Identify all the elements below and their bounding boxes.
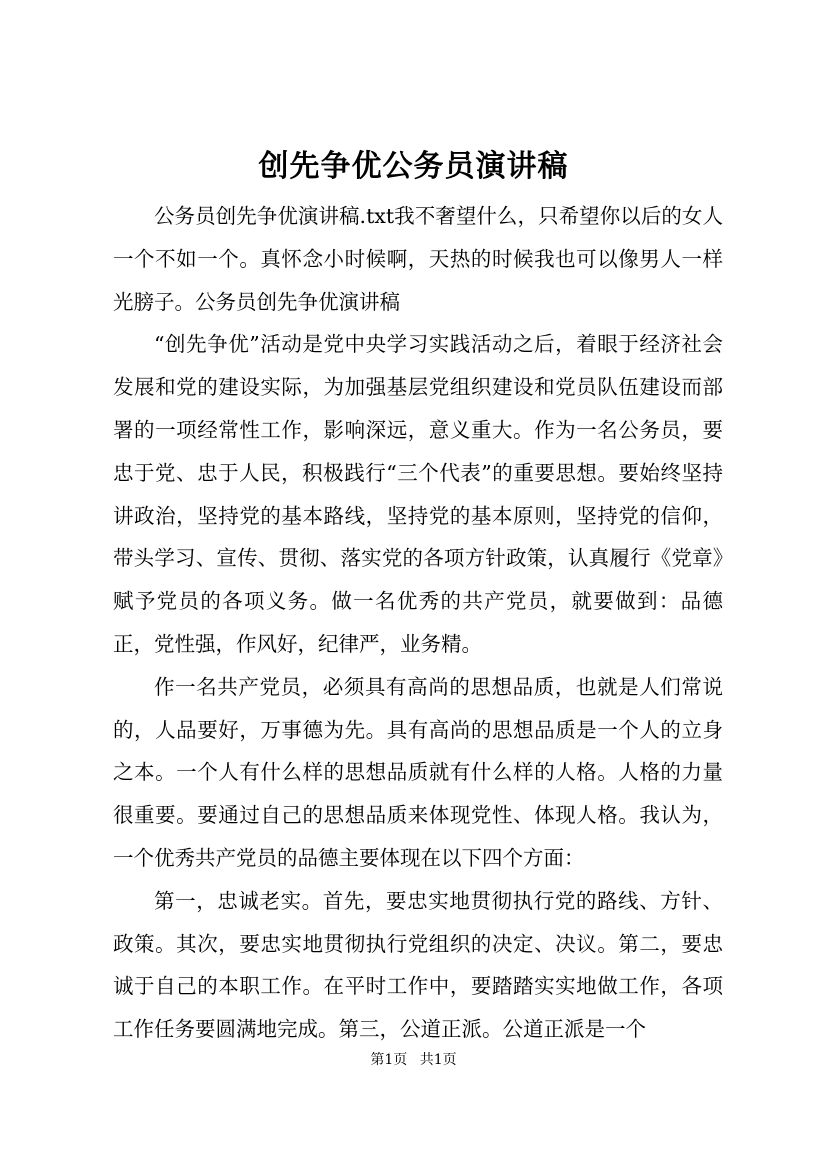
page-footer [0, 1050, 827, 1070]
document-body [113, 195, 723, 1051]
paragraph-1: 公务员创先争优演讲稿.txt我不奢望什么，只希望你以后的女人一个不如一个。真怀念小时候啊，天热的时候我也可以像男人一样光膀子。公务员创先争优演讲稿 [113, 204, 723, 314]
page-total: 共1页 [419, 1052, 457, 1068]
paragraph-3: 作一名共产党员，必须具有高尚的思想品质，也就是人们常说的，人品要好，万事德为先。具有高尚的思想品质是一个人的立身之本。一个人有什么样的思想品质就有什么样的人格。人格的力量很重要。要通过自己的思想品质来体现党性、体现人格。我认为，一个优秀共产党员的品德主要体现在以下四个方面： [113, 674, 723, 870]
page-number: 第1页 [370, 1052, 408, 1068]
paragraph-4: 第一，忠诚老实。首先，要忠实地贯彻执行党的路线、方针、政策。其次，要忠实地贯彻执行党组织的决定、决议。第二，要忠诚于自己的本职工作。在平时工作中，要踏踏实实地做工作，各项工作任务要圆满地完成。第三，公道正派。公道正派是一个 [113, 888, 723, 1042]
document-title: 创先争优公务员演讲稿 [258, 149, 569, 184]
paragraph-2: “创先争优”活动是党中央学习实践活动之后，着眼于经济社会发展和党的建设实际，为加强基层党组织建设和党员队伍建设而部署的一项经常性工作，影响深远，意义重大。作为一名公务员，要忠于党、忠于人民，积极践行“三个代表”的重要思想。要始终坚持讲政治，坚持党的基本路线，坚持党的基本原则，坚持党的信仰，带头学习、宣传、贯彻、落实党的各项方针政策，认真履行《党章》赋予党员的各项义务。做一名优秀的共产党员，就要做到：品德正，党性强，作风好，纪律严，业务精。 [113, 332, 723, 656]
